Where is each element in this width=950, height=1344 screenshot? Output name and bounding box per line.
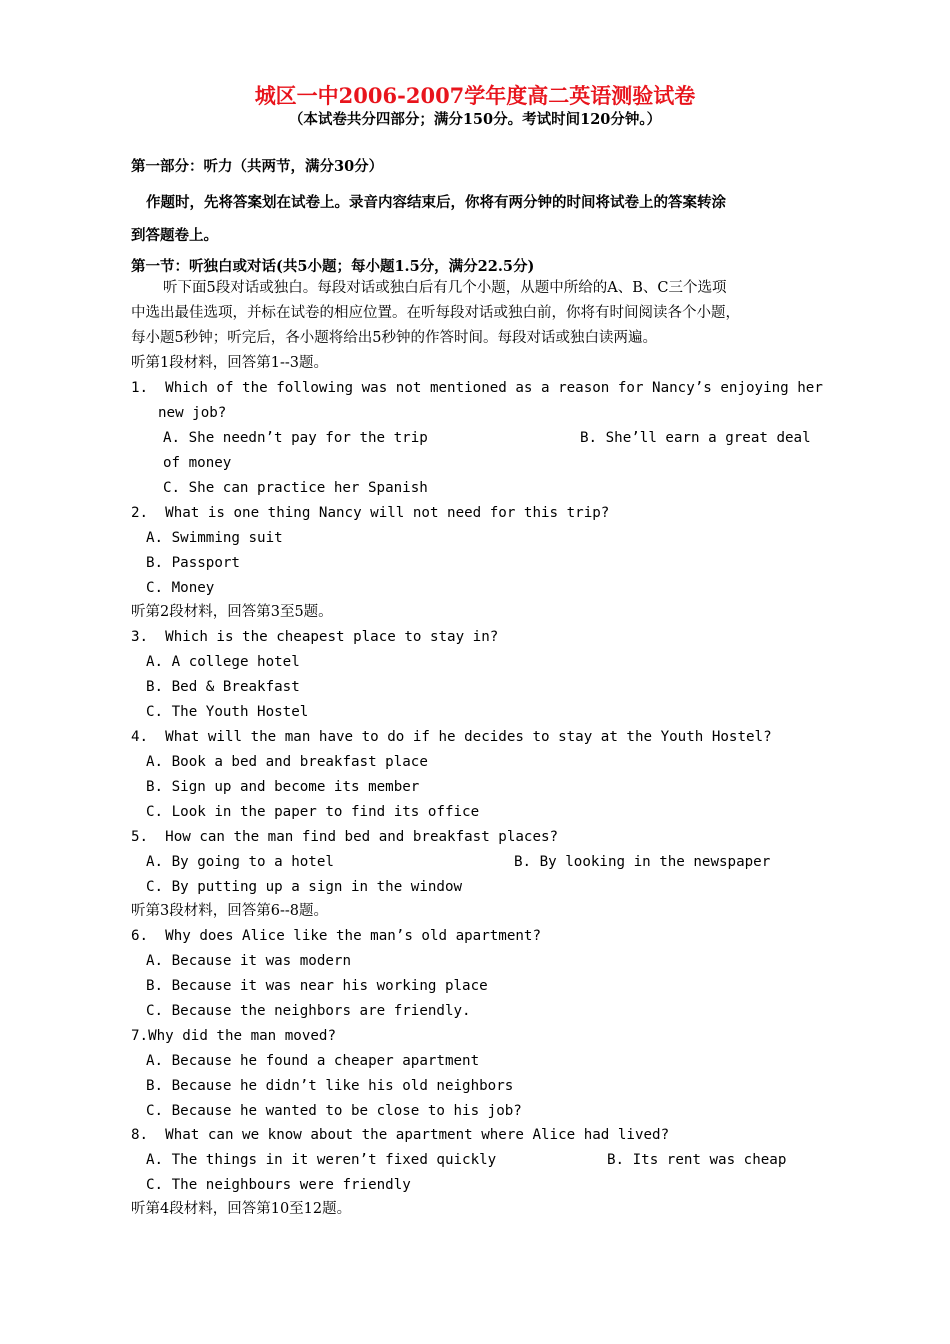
q6-stem: 6. Why does Alice like the man’s old apartment? xyxy=(131,928,541,944)
q5-option-c: C. By putting up a sign in the window xyxy=(146,879,463,895)
q5-option-b: B. By looking in the newspaper xyxy=(514,854,771,870)
section1-intro-line1: 听下面5段对话或独白。每段对话或独白后有几个小题，从题中所给的A、B、C三个选项 xyxy=(163,280,727,296)
q7-option-b: B. Because he didn’t like his old neighbors xyxy=(146,1078,514,1094)
section1-intro-line2: 中选出最佳选项，并标在试卷的相应位置。在听每段对话或独白前，你将有时间阅读各个小题， xyxy=(131,305,740,321)
q7-option-a: A. Because he found a cheaper apartment xyxy=(146,1053,480,1069)
exam-subtitle: （本试卷共分四部分；满分150分。考试时间120分钟。） xyxy=(288,111,662,128)
q7-stem: 7.Why did the man moved? xyxy=(131,1028,336,1044)
section1-intro-line3: 每小题5秒钟；听完后，各小题将给出5秒钟的作答时间。每段对话或独白读两遍。 xyxy=(131,330,657,346)
q2-option-c: C. Money xyxy=(146,580,215,596)
exam-title: 城区一中2006-2007学年度高二英语测验试卷 xyxy=(254,83,696,108)
q5-option-a: A. By going to a hotel xyxy=(146,854,334,870)
q5-stem: 5. How can the man find bed and breakfast places? xyxy=(131,829,559,845)
q1-option-a: A. She needn’t pay for the trip xyxy=(163,430,428,446)
part1-instruction-line1: 作题时，先将答案划在试卷上。录音内容结束后，你将有两分钟的时间将试卷上的答案转涂 xyxy=(146,194,726,211)
material-3-label: 听第3段材料，回答第6--8题。 xyxy=(131,903,328,919)
q1-option-c: C. She can practice her Spanish xyxy=(163,480,428,496)
q4-option-c: C. Look in the paper to find its office xyxy=(146,804,480,820)
section1-heading: 第一节：听独白或对话(共5小题；每小题1.5分，满分22.5分) xyxy=(131,258,535,275)
q6-option-c: C. Because the neighbors are friendly. xyxy=(146,1003,471,1019)
q3-option-b: B. Bed & Breakfast xyxy=(146,679,300,695)
q8-option-c: C. The neighbours were friendly xyxy=(146,1177,411,1193)
q3-option-a: A. A college hotel xyxy=(146,654,300,670)
q4-stem: 4. What will the man have to do if he decides to stay at the Youth Hostel? xyxy=(131,729,772,745)
material-4-label: 听第4段材料，回答第10至12题。 xyxy=(131,1201,352,1217)
part1-instruction-line2: 到答题卷上。 xyxy=(131,227,218,244)
q8-option-a: A. The things in it weren’t fixed quickly xyxy=(146,1152,497,1168)
q1-stem-line1: 1. Which of the following was not mentioned as a reason for Nancy’s enjoying her xyxy=(131,380,823,396)
q6-option-b: B. Because it was near his working place xyxy=(146,978,488,994)
q6-option-a: A. Because it was modern xyxy=(146,953,351,969)
q1-option-b: B. She’ll earn a great deal xyxy=(580,430,811,446)
q2-option-a: A. Swimming suit xyxy=(146,530,283,546)
q2-stem: 2. What is one thing Nancy will not need for this trip? xyxy=(131,505,610,521)
material-1-label: 听第1段材料，回答第1--3题。 xyxy=(131,355,328,371)
q3-option-c: C. The Youth Hostel xyxy=(146,704,309,720)
q7-option-c: C. Because he wanted to be close to his job? xyxy=(146,1103,522,1119)
q4-option-b: B. Sign up and become its member xyxy=(146,779,420,795)
q8-stem: 8. What can we know about the apartment where Alice had lived? xyxy=(131,1127,670,1143)
q3-stem: 3. Which is the cheapest place to stay in? xyxy=(131,629,499,645)
q4-option-a: A. Book a bed and breakfast place xyxy=(146,754,428,770)
material-2-label: 听第2段材料，回答第3至5题。 xyxy=(131,604,333,620)
q1-option-b-cont: of money xyxy=(163,455,232,471)
q1-stem-line2: new job? xyxy=(158,405,227,421)
q8-option-b: B. Its rent was cheap xyxy=(607,1152,787,1168)
q2-option-b: B. Passport xyxy=(146,555,240,571)
part1-heading: 第一部分：听力（共两节，满分30分） xyxy=(131,158,384,175)
